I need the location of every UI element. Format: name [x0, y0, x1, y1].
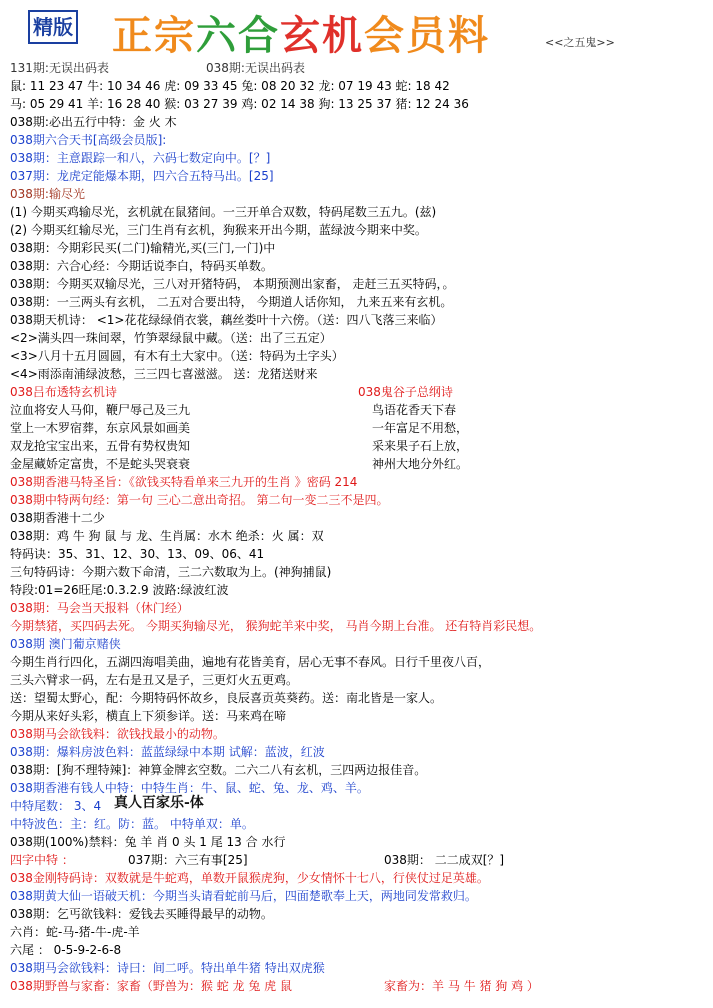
line-2: 马: 05 29 41 羊: 16 28 40 猴: 03 27 39 鸡: 02 14 38 狗: 13 25 37 猪: 12 24 36 — [10, 97, 469, 111]
line-4: 038期六合天书[高级会员版]: — [10, 133, 167, 147]
line-13: 038期：一三两头有玄机， 二五对合要出特， 今期道人话你知， 九来五来有玄机。 — [10, 295, 453, 309]
line-11: 038期：六合心经：今期话说李白，特码买单数。 — [10, 259, 273, 273]
line-38: 038期：爆料房波色料：蓝蓝绿绿中本期 试解：蓝波，红波 — [10, 745, 325, 759]
line-37: 038期马会欲钱料：欲钱找最小的动物。 — [10, 727, 225, 741]
line-3: 038期:必出五行中特：金 火 木 — [10, 115, 177, 129]
line-45: 038金刚特码诗：双数就是牛蛇鸡，单数开鼠猴虎狗，少女情怀十七八，行侠仗过足英雄。 — [10, 871, 489, 885]
line-32: 038期 澳门葡京赌侠 — [10, 637, 121, 651]
line-36: 今期从来好头彩，横直上下须参详。送：马来鸡在啼 — [10, 709, 287, 723]
line-33: 今期生肖行四化，五湖四海唱美曲，遍地有花皆美育，居心无事不春风。日行千里夜八百， — [10, 655, 491, 669]
line-43: 038期(100%)禁料：兔 羊 肖 0 头 1 尾 13 合 水行 — [10, 835, 286, 849]
line-9: (2) 今期买红输尽光，三门生肖有玄机，狗猴来开出今期，蓝绿波今期来中奖。 — [10, 223, 427, 237]
line-23: 038期香港马特圣旨：《欲钱买特看单来三九开的生肖 》密码 214 — [10, 475, 358, 489]
line-19a: 泣血将安人马仰，鞭尸辱己及三九 — [10, 403, 191, 417]
line-44c: 038期： 二二成双[？] — [384, 853, 505, 867]
line-42: 中特波色：主：红。防：蓝。 中特单双：单。 — [10, 817, 254, 831]
line-40: 038期香港有钱人中特：中特生肖：牛、鼠、蛇、兔、龙、鸡、羊。 — [10, 781, 369, 795]
line-6: 037期：龙虎定能爆本期，四六合五特马出。[25] — [10, 169, 274, 183]
line-14: 038期天机诗： <1>花花绿绿俏衣裳，藕丝娄叶十六傍。（送：四八飞落三来临） — [10, 313, 443, 327]
watermark-text: 真人百家乐-体 — [114, 795, 204, 811]
line-51a: 038期野兽与家畜：家畜（野兽为：猴 蛇 龙 兔 虎 鼠 — [10, 979, 292, 993]
line-22a: 金屋藏娇定富贵，不是蛇头哭衰衰 — [10, 457, 191, 471]
line-34: 三头六臂求一码，左右是丑又是子，三更灯火五更鸡。 — [10, 673, 299, 687]
line-20b: 一年富足不用愁， — [372, 421, 469, 435]
line-30: 038期：马会当天报料（休门经） — [10, 601, 189, 615]
line-49: 六尾 ： 0-5-9-2-6-8 — [10, 943, 122, 957]
line-26: 038期：鸡 牛 狗 鼠 与 龙、生肖属：水木 绝杀：火 属：双 — [10, 529, 324, 543]
line-0a: 131期:无误出码表 — [10, 61, 109, 75]
page-title — [112, 4, 490, 61]
line-12: 038期：今期买双输尽光，三八对开猪特码， 本期预测出家畜， 走赶三五买特码，。 — [10, 277, 455, 291]
edition-badge: 精版 — [28, 10, 78, 44]
title-part-2: 六合 — [196, 12, 280, 59]
line-51b: 家畜为：羊 马 牛 猪 狗 鸡 ） — [384, 979, 539, 993]
line-22b: 神州大地分外红。 — [372, 457, 469, 471]
line-50: 038期马会欲钱料：诗曰：间二呼。特出单牛猪 特出双虎猴 — [10, 961, 325, 975]
line-10: 038期：今期彩民买(二门)输精光,买(三门,一门)中 — [10, 241, 276, 255]
line-5: 038期：主意跟踪一和八，六码七数定向中。[？] — [10, 151, 271, 165]
line-17: <4>雨添南浦绿波愁，三三四七喜滋滋。 送：龙猪送财来 — [10, 367, 318, 381]
title-tag: <<之五鬼>> — [545, 36, 615, 49]
line-7: 038期:输尽光 — [10, 187, 85, 201]
line-15: <2>满头四一珠间翠，竹笋翠绿鼠中藏。（送：出了三五定） — [10, 331, 332, 345]
line-28: 三句特码诗：今期六数下命清，三二六数取为上。(神狗捕鼠) — [10, 565, 332, 579]
line-20a: 堂上一木罗宿葬，东京风景如画美 — [10, 421, 191, 435]
line-24: 038期中特两句经：第一句 三心二意出奇招。 第二句一变二三不是四。 — [10, 493, 389, 507]
line-25: 038期香港十二少 — [10, 511, 105, 525]
line-27: 特码诀：35、31、12、30、13、09、06、41 — [10, 547, 265, 561]
line-29: 特段:01=26旺尾:0.3.2.9 波路:绿波红波 — [10, 583, 229, 597]
line-18a: 038吕布透特玄机诗 — [10, 385, 117, 399]
title-part-1: 正宗 — [112, 12, 196, 59]
line-8: (1) 今期买鸡输尽光，玄机就在鼠猪间。一三开单合双数，特码尾数三五九。(兹) — [10, 205, 437, 219]
line-31: 今期禁猪，买四码去死。 今期买狗输尽光， 猴狗蛇羊来中奖， 马肖今期上台准。 还有特肖彩民想。 — [10, 619, 542, 633]
line-41: 中特尾数： 3、4 — [10, 799, 102, 813]
line-0b: 038期:无误出码表 — [206, 61, 305, 75]
line-18b: 038鬼谷子总纲诗 — [358, 385, 453, 399]
line-46: 038期黄大仙一语破天机：今期当头请看蛇前马后，四面楚歌奉上天，两地同发常救归。 — [10, 889, 477, 903]
line-44b: 037期：六三有事[25] — [128, 853, 248, 867]
line-35: 送：望蜀太野心，配：今期特码怀故乡，良辰喜贡英葵药。送：南北皆是一家人。 — [10, 691, 443, 705]
line-48: 六肖：蛇-马-猪-牛-虎-羊 — [10, 925, 140, 939]
title-part-4: 会员料 — [364, 12, 490, 59]
line-47: 038期：乞丐欲钱料：爱钱去买睡得最早的动物。 — [10, 907, 273, 921]
line-44a: 四字中特 ： — [10, 853, 74, 867]
line-21b: 采来果子石上放， — [372, 439, 469, 453]
line-1: 鼠: 11 23 47 牛: 10 34 46 虎: 09 33 45 兔: 08 20 32 龙: 07 19 43 蛇: 18 42 — [10, 79, 450, 93]
line-19b: 鸟语花香天下春 — [372, 403, 457, 417]
line-21a: 双龙抢宝宝出来，五骨有势权贵知 — [10, 439, 191, 453]
line-39: 038期：[狗不理特辣]：神算金牌玄空数。二六二八有玄机，三四两边报佳音。 — [10, 763, 427, 777]
title-part-3: 玄机 — [280, 12, 364, 59]
header — [0, 0, 713, 58]
line-16: <3>八月十五月圆圆，有木有土大家中。（送：特码为土字头） — [10, 349, 344, 363]
